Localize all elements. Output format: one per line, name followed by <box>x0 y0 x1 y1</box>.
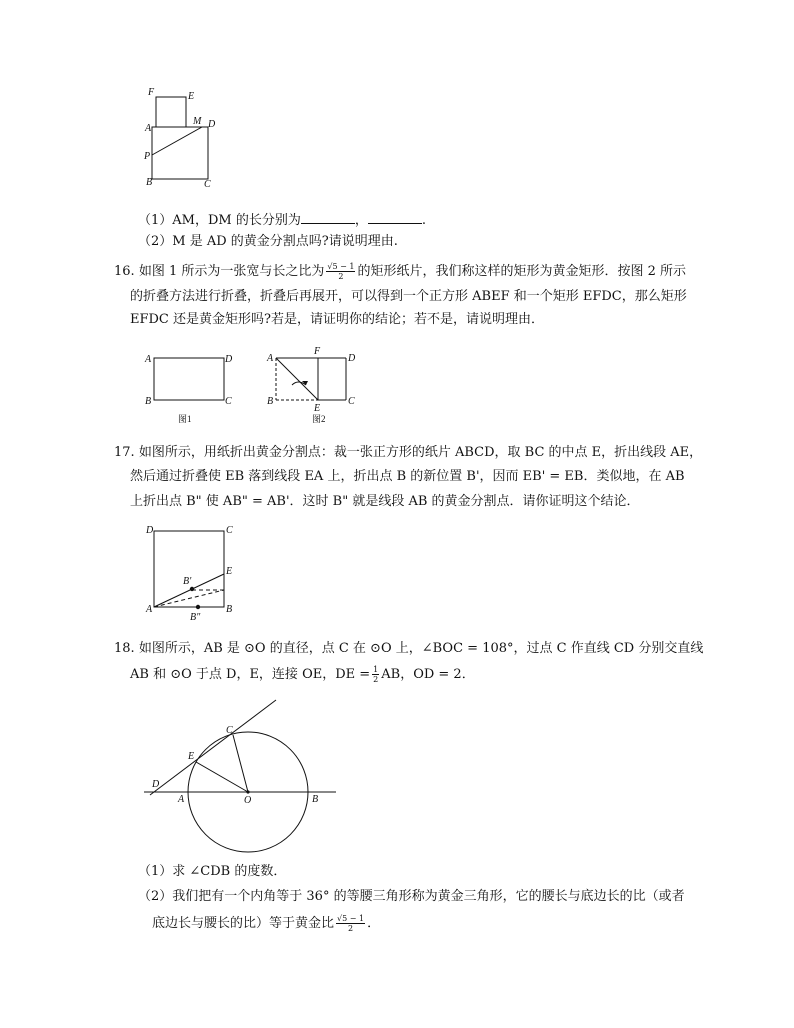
label-C: C <box>204 179 211 190</box>
fig1-label-A: A <box>145 354 152 365</box>
half-denominator: 2 <box>373 675 379 684</box>
q18-line2-b: AB，OD = 2． <box>381 667 475 682</box>
frac2-numerator: √5 − 1 <box>337 914 365 923</box>
q18-label-E: E <box>188 751 195 762</box>
fig2-label-F: F <box>314 346 321 357</box>
q17-label-B: B <box>226 604 233 615</box>
figure-1-rectangle <box>142 350 242 430</box>
answer-blank-dm[interactable] <box>368 211 422 224</box>
half-fraction <box>372 665 379 684</box>
q17-line2: 然后通过折叠使 EB 落到线段 EA 上，折出点 B 的新位置 B'，因而 EB' = EB．类似地，在 AB <box>130 469 685 484</box>
q18-part2-line1: （2）我们把有一个内角等于 36° 的等腰三角形称为黄金三角形，它的腰长与底边长的比（或者 <box>138 889 685 904</box>
q18-number: 18. <box>114 641 135 656</box>
half-numerator: 1 <box>373 665 379 674</box>
answer-blank-am[interactable] <box>301 211 355 224</box>
fig1-label-C: C <box>225 396 232 407</box>
frac-numerator: √5 − 1 <box>327 262 355 271</box>
q16-line1-b: 的矩形纸片，我们称这样的矩形为黄金矩形．按图 2 所示 <box>357 264 686 279</box>
frac-denominator: 2 <box>338 272 344 281</box>
q17-line3: 上折出点 B" 使 AB" = AB'．这时 B" 就是线段 AB 的黄金分割点．请你证明这个结论． <box>130 494 640 509</box>
q17-line1 <box>114 444 702 462</box>
label-D: D <box>208 119 216 130</box>
q18-part2-end: ． <box>367 916 381 931</box>
label-E: E <box>188 91 195 102</box>
q16-number: 16. <box>114 264 135 279</box>
fig2-label-E: E <box>314 403 321 414</box>
golden-ratio-fraction-2 <box>336 914 365 933</box>
fig2-label-A: A <box>267 353 274 364</box>
figure-2-folded <box>262 345 372 430</box>
square-abcd <box>154 531 224 607</box>
q15-part2: （2）M 是 AD 的黄金分割点吗?请说明理由. <box>138 234 398 249</box>
label-F: F <box>148 87 155 98</box>
q17-label-Bp: B' <box>183 576 192 587</box>
q15-part1-end: . <box>421 213 426 228</box>
q18-line2-a: AB 和 ⊙O 于点 D，E，连接 OE，DE = <box>130 667 371 682</box>
q16-line3: EFDC 还是黄金矩形吗?若是，请证明你的结论；若不是，请说明理由． <box>130 312 544 327</box>
fig1-label-D: D <box>225 354 233 365</box>
fig2-label-C: C <box>348 396 355 407</box>
q16-line2: 的折叠方法进行折叠，折叠后再展开，可以得到一个正方形 ABEF 和一个矩形 EFDC，那么矩形 <box>130 289 687 304</box>
q18-part2-line2 <box>152 914 380 933</box>
q15-part1-sep: ， <box>354 213 368 228</box>
point-b-double-prime <box>196 605 200 609</box>
q17-line1-text: 如图所示，用纸折出黄金分割点：裁一张正方形的纸片 ABCD，取 BC 的中点 E，折出线段 AE， <box>138 445 703 460</box>
rect-abcd-fig1 <box>154 358 224 400</box>
fold-square-figure <box>140 85 220 195</box>
square-afe <box>156 97 186 127</box>
frac2-denominator: 2 <box>348 924 354 933</box>
rectangle-abcd <box>152 127 208 179</box>
q18-label-D: D <box>152 779 160 790</box>
label-B: B <box>146 177 153 188</box>
q18-label-C: C <box>226 725 233 736</box>
fig1-caption: 图1 <box>178 414 192 424</box>
label-A: A <box>145 123 152 134</box>
q17-label-E: E <box>226 566 233 577</box>
q17-label-C: C <box>226 525 233 536</box>
q16-line1-a: 如图 1 所示为一张宽与长之比为 <box>138 264 325 279</box>
q18-part2-line2-text: 底边长与腰长的比）等于黄金比 <box>152 916 335 931</box>
golden-ratio-fraction <box>326 262 355 281</box>
fig2-caption: 图2 <box>312 414 326 424</box>
fig2-diagonal-ae <box>276 358 318 400</box>
q18-label-O: O <box>244 795 252 806</box>
fold-line-dashed <box>154 590 224 607</box>
segment-oe <box>196 762 248 792</box>
fig2-label-D: D <box>348 353 356 364</box>
center-point-o <box>246 790 249 793</box>
q18-line1-text: 如图所示，AB 是 ⊙O 的直径，点 C 在 ⊙O 上，∠BOC = 108°，过点 C 作直线 CD 分别交直线 <box>138 641 704 656</box>
fig1-label-B: B <box>145 396 152 407</box>
q15-part1 <box>138 211 426 230</box>
line-cd <box>150 700 276 795</box>
q18-label-B: B <box>312 794 319 805</box>
q18-label-A: A <box>178 794 185 805</box>
label-M: M <box>193 116 202 127</box>
q17-label-A: A <box>146 604 153 615</box>
segment-pm <box>152 127 202 155</box>
q15-part1-text: （1）AM，DM 的长分别为 <box>138 213 301 228</box>
fig2-label-B: B <box>267 396 274 407</box>
q18-line2 <box>130 665 475 684</box>
q17-label-Bpp: B" <box>190 612 201 623</box>
point-b-prime <box>190 587 194 591</box>
q17-label-D: D <box>146 525 154 536</box>
q16-line1 <box>114 262 686 281</box>
label-P: P <box>144 151 151 162</box>
q18-part1: （1）求 ∠CDB 的度数． <box>138 864 287 879</box>
circle-tangent-figure <box>136 695 346 860</box>
golden-section-square-figure <box>140 522 250 627</box>
q18-line1 <box>114 640 703 658</box>
q17-number: 17. <box>114 445 135 460</box>
segment-oc <box>233 735 248 792</box>
